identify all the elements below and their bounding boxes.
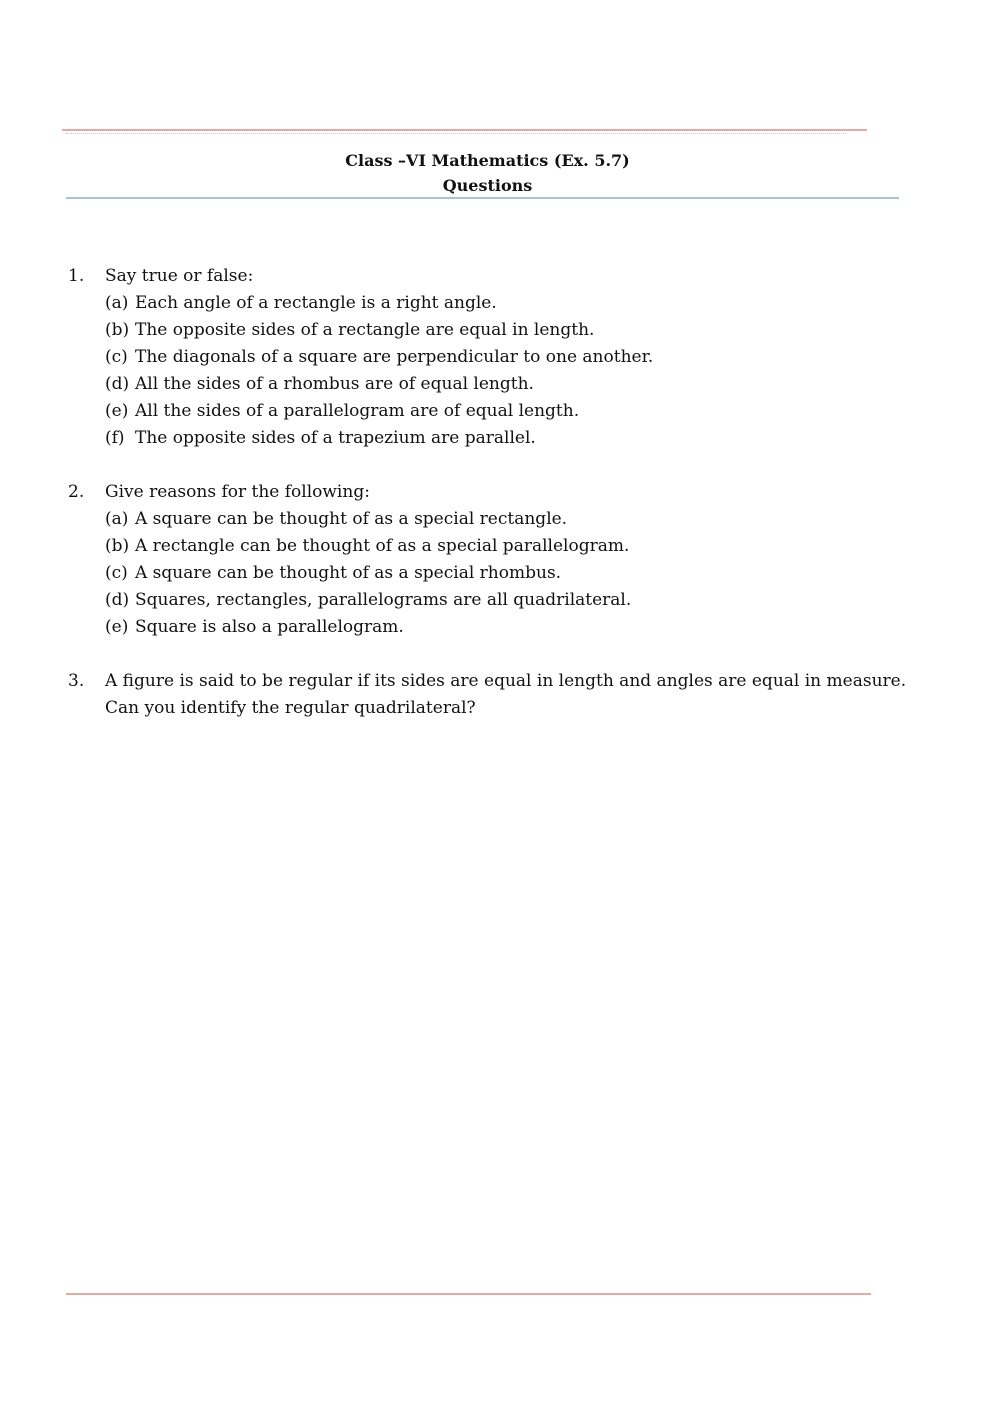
item-label: (a) bbox=[105, 509, 129, 529]
item-label: (e) bbox=[105, 401, 129, 421]
item-text: Squares, rectangles, parallelograms are all quadrilateral. bbox=[135, 590, 632, 610]
footer-rule bbox=[66, 1293, 871, 1295]
header-top-rule bbox=[62, 129, 867, 131]
item-label: (e) bbox=[105, 617, 129, 637]
item-label: (b) bbox=[105, 536, 130, 556]
item-text: The opposite sides of a trapezium are parallel. bbox=[135, 428, 536, 448]
question-text: Give reasons for the following: bbox=[105, 482, 370, 502]
item-text: All the sides of a parallelogram are of equal length. bbox=[135, 401, 580, 421]
question-text: A figure is said to be regular if its sides are equal in length and angles are equal in measure. bbox=[105, 671, 907, 691]
question-item bbox=[105, 317, 926, 344]
item-label: (f) bbox=[105, 428, 125, 448]
item-text: The diagonals of a square are perpendicular to one another. bbox=[135, 347, 654, 367]
question-number: 3. bbox=[68, 671, 85, 691]
item-text: A square can be thought of as a special rhombus. bbox=[135, 563, 562, 583]
question-item bbox=[105, 290, 926, 317]
question-item bbox=[105, 344, 926, 371]
item-text: All the sides of a rhombus are of equal length. bbox=[135, 374, 534, 394]
item-text: The opposite sides of a rectangle are equal in length. bbox=[135, 320, 595, 340]
question-number: 2. bbox=[68, 482, 85, 502]
item-text: Square is also a parallelogram. bbox=[135, 617, 404, 637]
page-header bbox=[66, 148, 909, 198]
question-item bbox=[105, 614, 926, 641]
question-3 bbox=[66, 668, 926, 722]
question-item bbox=[105, 560, 926, 587]
header-top-dotted-rule bbox=[66, 133, 846, 134]
page-title: Class –VI Mathematics (Ex. 5.7) bbox=[345, 151, 630, 170]
item-text: Each angle of a rectangle is a right angle. bbox=[135, 293, 497, 313]
item-label: (c) bbox=[105, 563, 128, 583]
item-text: A rectangle can be thought of as a special parallelogram. bbox=[135, 536, 630, 556]
page-subtitle: Questions bbox=[442, 176, 533, 195]
question-1 bbox=[66, 263, 926, 452]
item-label: (b) bbox=[105, 320, 130, 340]
question-text: Say true or false: bbox=[105, 266, 254, 286]
question-text-continued: Can you identify the regular quadrilateral? bbox=[105, 698, 476, 718]
question-number: 1. bbox=[68, 266, 85, 286]
question-item bbox=[105, 587, 926, 614]
item-label: (d) bbox=[105, 374, 130, 394]
question-item bbox=[105, 425, 926, 452]
item-label: (c) bbox=[105, 347, 128, 367]
header-bottom-rule bbox=[66, 197, 899, 199]
item-text: A square can be thought of as a special rectangle. bbox=[135, 509, 568, 529]
question-item bbox=[105, 533, 926, 560]
question-item bbox=[105, 398, 926, 425]
question-item bbox=[105, 506, 926, 533]
question-2 bbox=[66, 479, 926, 641]
item-label: (d) bbox=[105, 590, 130, 610]
question-item bbox=[105, 371, 926, 398]
item-label: (a) bbox=[105, 293, 129, 313]
question-list bbox=[66, 263, 926, 749]
